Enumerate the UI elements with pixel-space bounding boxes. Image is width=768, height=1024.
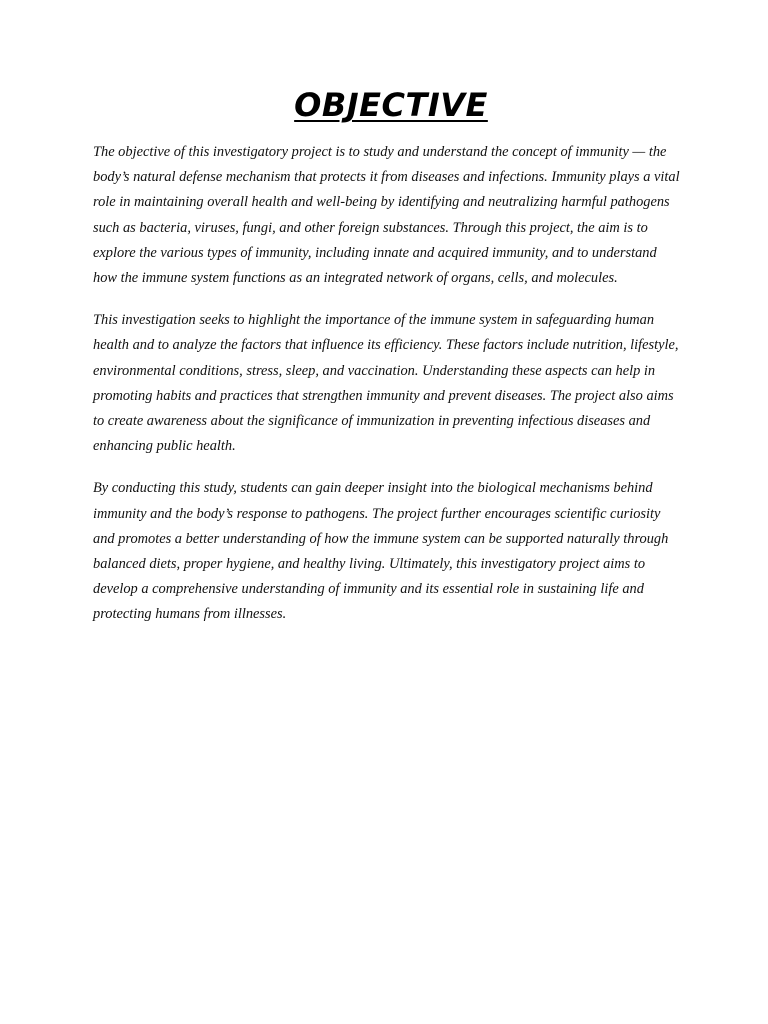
- paragraph-2: This investigation seeks to highlight the importance of the immune system in safeguarding human health and to analyze the factors that influence its efficiency. These factors include nutrition, lifestyle, environmental conditions, stress, sleep, and vaccination. Understanding these aspects can help in promoting habits and practices that strengthen immunity and prevent diseases. The project also aims to create awareness about the significance of immunization in preventing infectious diseases and enhancing public health.: [93, 312, 679, 455]
- title-container: [0, 86, 768, 124]
- document-body: [93, 140, 683, 645]
- paragraph-1: The objective of this investigatory project is to study and understand the concept of immunity — the body’s natural defense mechanism that protects it from diseases and infections. Immunity plays a vital role in maintaining overall health and well-being by identifying and neutralizing harmful pathogens such as bacteria, viruses, fungi, and other foreign substances. Through this project, the aim is to explore the various types of immunity, including innate and acquired immunity, and to understand how the immune system functions as an integrated network of organs, cells, and molecules.: [93, 144, 680, 287]
- page-title: OBJECTIVE: [294, 86, 488, 124]
- paragraph-3: By conducting this study, students can gain deeper insight into the biological mechanisms behind immunity and the body’s response to pathogens. The project further encourages scientific curiosity and promotes a better understanding of how the immune system can be supported naturally through balanced diets, proper hygiene, and healthy living. Ultimately, this investigatory project aims to develop a comprehensive understanding of immunity and its essential role in sustaining life and protecting humans from illnesses.: [93, 480, 669, 623]
